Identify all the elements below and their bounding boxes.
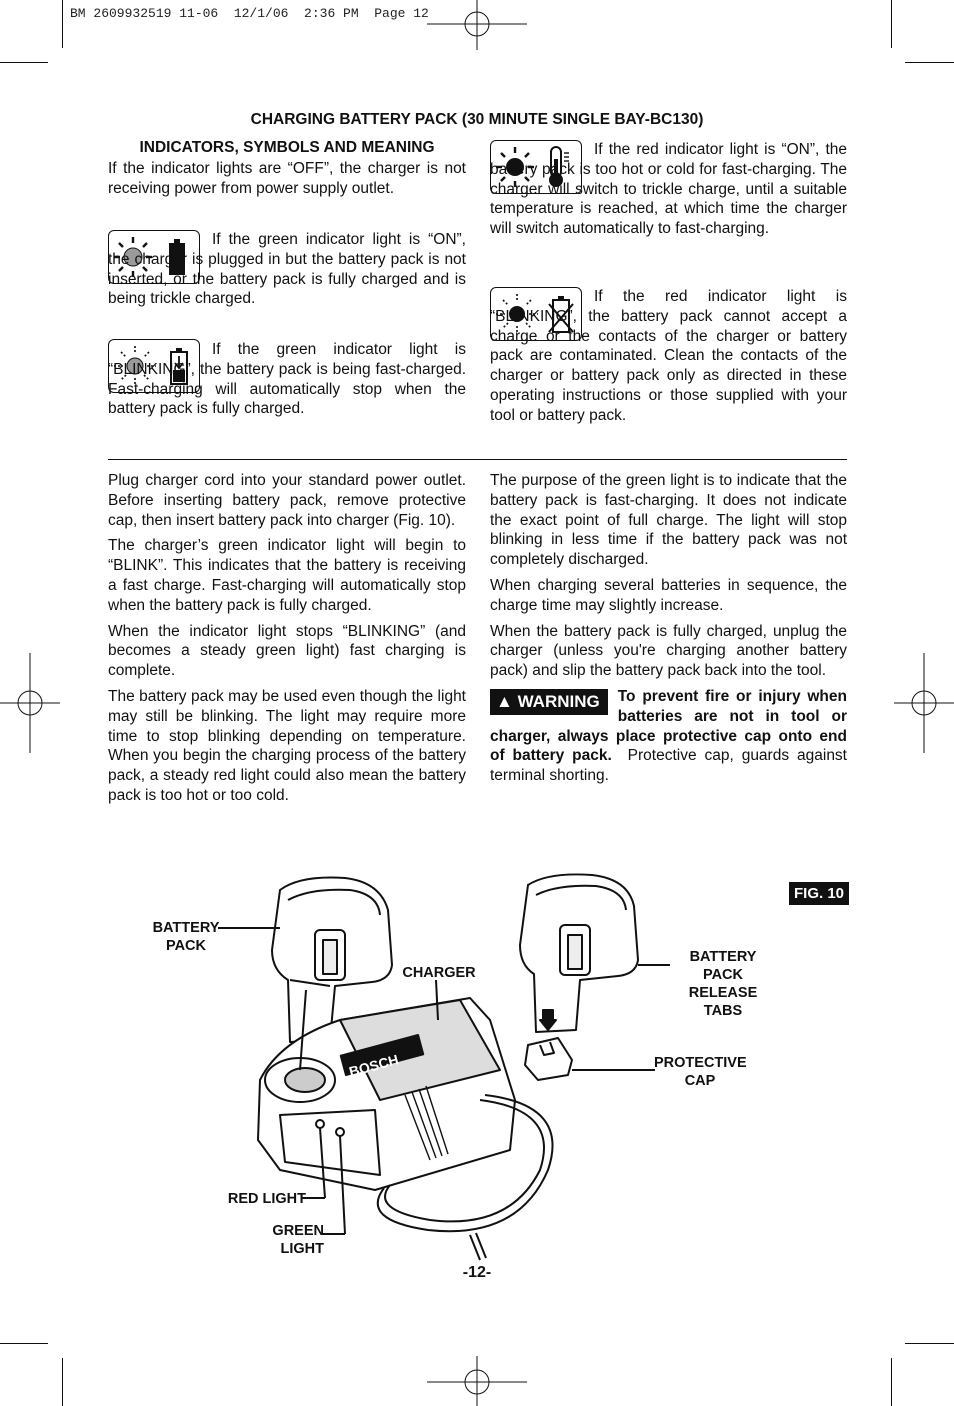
right-body [490,471,847,786]
left-body [108,471,466,806]
label-battery-pack: BATTERY PACK [152,920,220,954]
charger-brand: BOSCH [347,1051,401,1080]
red-blink-block [490,287,847,426]
page-number: -12- [462,1264,492,1281]
body-paragraph: The purpose of the green light is to indicate that the battery pack is fast-charging. It does not indicate the exact point of full charge. The light will stop blinking in less time if the battery pack was not completely discharged. [490,472,847,569]
red-on-text: If the red indicator light is “ON”, the battery pack is too hot or cold for fast-charging. The charger will switch to trickle charge, until a suitable temperature is reached, at which time the charger will switch automatically to fast-charging. [490,141,847,238]
indicators-heading: INDICATORS, SYMBOLS AND MEANING [139,139,435,156]
label-charger: CHARGER [402,965,476,981]
body-paragraph: When charging several batteries in sequence, the charge time may slightly increase. [490,576,847,614]
print-header: BM 2609932519 11-06 12/1/06 2:36 PM Page 12 [70,6,429,21]
green-on-block [108,230,466,309]
warning-normal-text: Protective cap, guards against terminal shorting. [490,747,847,785]
red-blink-text: If the red indicator light is “BLINKING”, the battery pack cannot accept a charge or the contacts of the charger or battery pack are contaminated. Clean the contacts of the charger or battery pack only as directed in these operating instructions or those supplied with your tool or battery pack. [490,288,847,424]
figure-tag: FIG. 10 [789,882,849,905]
section-divider [108,459,847,460]
body-paragraph: Plug charger cord into your standard power outlet. Before inserting battery pack, remove protective cap, then insert battery pack into charger (Fig. 10). [108,472,466,529]
body-paragraph: The battery pack may be used even though the light may still be blinking. The light may require more time to stop blinking depending on temperature. When you begin the charging process of the battery pack, a steady red light could also mean the battery pack is too hot or too cold. [108,687,466,804]
label-red-light: RED LIGHT [227,1191,306,1207]
indicator-off-text: If the indicator lights are “OFF”, the charger is not receiving power from power supply outlet. [108,160,466,197]
green-on-text: If the green indicator light is “ON”, the charger is plugged in but the battery pack is not inserted, or the battery pack is fully charged and is being trickle charged. [108,231,466,308]
green-blink-block [108,340,466,419]
green-blink-text: If the green indicator light is “BLINKING”, the battery pack is being fast-charged. Fast-charging will automatically stop when the battery pack is fully charged. [108,341,466,418]
warning-bold-text: To prevent fire or injury when batteries are not in tool or charger, always place protective cap onto end of battery pack. [490,687,847,765]
page-title: CHARGING BATTERY PACK (30 MINUTE SINGLE BAY-BC130) [250,111,704,128]
body-paragraph: When the battery pack is fully charged, unplug the charger (unless you're charging another battery pack) and slip the battery pack back into the tool. [490,622,847,680]
label-release-tabs: BATTERY PACK RELEASE TABS [688,949,758,1019]
warning-paragraph [490,687,847,786]
body-paragraph: When the indicator light stops “BLINKING” (and becomes a steady green light) fast charging is complete. [108,622,466,680]
red-on-block [490,140,847,239]
label-green-light: GREEN LIGHT [272,1223,324,1257]
label-protective-cap: PROTECTIVE CAP [654,1055,747,1089]
body-paragraph: The charger’s green indicator light will begin to “BLINK”. This indicates that the battery is receiving a fast charge. Fast-charging will automatically stop when the battery pack is fully charged. [108,537,466,614]
warning-label: WARNING [517,691,600,711]
warning-badge [490,689,608,715]
warning-icon: ▲ [496,691,513,711]
